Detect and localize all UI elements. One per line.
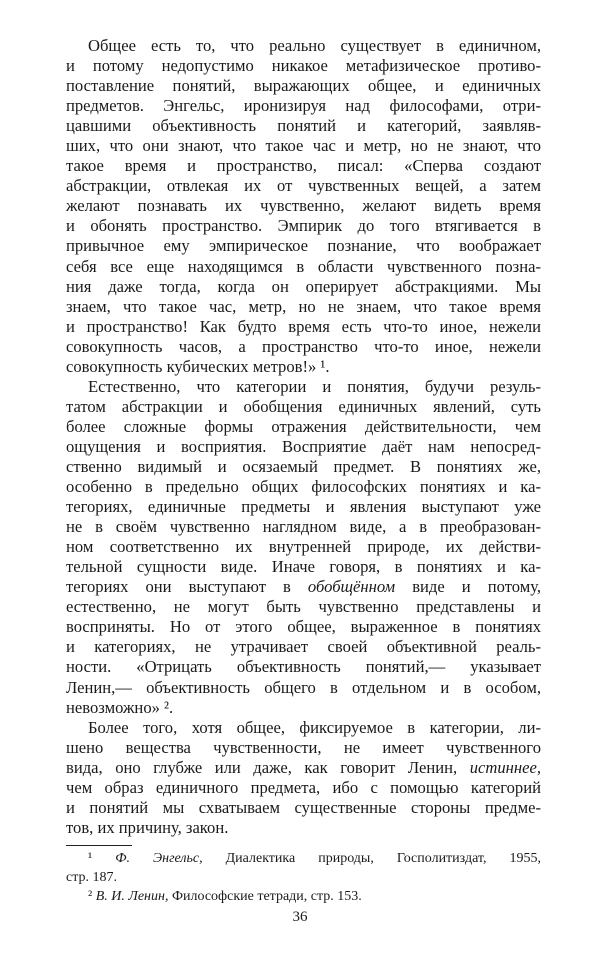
paragraph-1 bbox=[66, 36, 541, 377]
footnote-divider bbox=[66, 845, 132, 846]
text-segment: ственно видимый и осязаемый предмет. В понятиях же, bbox=[66, 456, 541, 476]
text-line bbox=[66, 617, 541, 637]
text-segment: более сложные формы отражения действительности, чем bbox=[66, 416, 541, 436]
text-line bbox=[66, 216, 541, 236]
text-segment: вида, оно глубже или даже, как говорит Ленин, bbox=[66, 757, 470, 777]
text-line bbox=[66, 357, 541, 377]
text-segment: совокупность кубических метров!» ¹. bbox=[66, 356, 330, 376]
text-line bbox=[66, 417, 541, 437]
text-line bbox=[66, 738, 541, 758]
text-line bbox=[66, 698, 541, 718]
text-line bbox=[66, 297, 541, 317]
text-line bbox=[66, 136, 541, 156]
text-line bbox=[66, 497, 541, 517]
text-segment: себя все еще находящимся в области чувственного позна- bbox=[66, 256, 541, 276]
text-line bbox=[66, 758, 541, 778]
text-line bbox=[66, 818, 541, 838]
text-line bbox=[66, 56, 541, 76]
text-segment: шено вещества чувственности, не имеет чувственного bbox=[66, 737, 541, 757]
text-segment: абстракции, отвлекая их от чувственных вещей, а затем bbox=[66, 176, 541, 196]
footnote-1 bbox=[66, 849, 541, 887]
footnote-2 bbox=[66, 887, 541, 906]
text-segment: совокупность часов, а пространство что-то иное, нежели bbox=[66, 336, 541, 356]
text-line bbox=[66, 557, 541, 577]
italic-text: В. И. Ленин, bbox=[95, 889, 169, 904]
italic-text: истиннее, bbox=[469, 757, 541, 777]
italic-text: обобщённом bbox=[307, 577, 396, 597]
text-segment: поставление понятий, выражающих общее, и единичных bbox=[66, 76, 541, 96]
paragraph-3 bbox=[66, 718, 541, 838]
text-segment: цавшими объективность понятий и категорий, заявляв- bbox=[66, 116, 541, 136]
text-line bbox=[66, 597, 541, 617]
text-line bbox=[66, 887, 541, 906]
text-line bbox=[66, 156, 541, 176]
text-segment: и пространство! Как будто время есть что-то иное, нежели bbox=[66, 316, 541, 336]
text-segment: такое время и пространство, писал: «Сперва создают bbox=[66, 156, 541, 176]
text-segment: не в своём чувственно наглядном виде, а в преобразован- bbox=[66, 517, 541, 537]
text-segment: и понятий мы схватываем существенные стороны предме- bbox=[66, 797, 541, 817]
text-segment: Философские тетради, стр. 153. bbox=[168, 889, 362, 904]
text-segment: тегориях они выступают в bbox=[66, 577, 308, 597]
text-line bbox=[66, 36, 541, 56]
text-segment: ности. «Отрицать объективность понятий,— указывает bbox=[66, 657, 541, 677]
text-line bbox=[66, 377, 541, 397]
text-line bbox=[66, 537, 541, 557]
text-segment: Более того, хотя общее, фиксируемое в категории, ли- bbox=[88, 717, 541, 737]
text-segment: знаем, что такое час, метр, но не знаем, что такое время bbox=[66, 296, 541, 316]
text-line bbox=[66, 76, 541, 96]
text-line bbox=[66, 176, 541, 196]
text-segment: чем образ единичного предмета, ибо с помощью категорий bbox=[66, 777, 541, 797]
text-line bbox=[66, 718, 541, 738]
text-segment: тов, их причину, закон. bbox=[66, 817, 229, 837]
text-line bbox=[66, 678, 541, 698]
text-segment: невозможно» ². bbox=[66, 697, 174, 717]
text-line bbox=[66, 477, 541, 497]
text-line bbox=[66, 257, 541, 277]
text-segment: ¹ bbox=[88, 851, 116, 866]
text-line bbox=[66, 577, 541, 597]
text-line bbox=[66, 849, 541, 868]
text-line bbox=[66, 657, 541, 677]
text-segment: татом абстракции и обобщения единичных явлений, суть bbox=[66, 396, 541, 416]
italic-text: Ф. Энгельс, bbox=[115, 851, 203, 866]
text-segment: Общее есть то, что реально существует в единичном, bbox=[88, 36, 541, 55]
text-segment: и категориях, не утрачивает своей объективной реаль- bbox=[66, 637, 541, 657]
text-segment: особенно в предельно общих философских понятиях и ка- bbox=[66, 477, 541, 497]
text-line bbox=[66, 397, 541, 417]
body-text bbox=[66, 36, 541, 838]
text-segment: виде и потому, bbox=[395, 577, 541, 597]
text-line bbox=[66, 517, 541, 537]
footnotes bbox=[66, 849, 541, 906]
text-segment: ном соответственно их внутренней природе, их действи- bbox=[66, 537, 541, 557]
paragraph-2 bbox=[66, 377, 541, 718]
text-segment: ощущения и восприятия. Восприятие даёт нам непосред- bbox=[66, 436, 541, 456]
text-segment: привычное ему эмпирическое познание, что воображает bbox=[66, 236, 541, 256]
text-segment: ² bbox=[88, 889, 96, 904]
text-segment: восприняты. Но от этого общее, выраженное в понятиях bbox=[66, 617, 541, 637]
text-segment: стр. 187. bbox=[66, 870, 118, 885]
text-segment: Ленин,— объективность общего в отдельном и в особом, bbox=[66, 677, 541, 697]
text-segment: и обонять пространство. Эмпирик до того втягивается в bbox=[66, 216, 541, 236]
text-segment: ших, что они знают, что такое час и метр, но не знают, что bbox=[66, 136, 541, 156]
text-line bbox=[66, 868, 541, 887]
text-line bbox=[66, 778, 541, 798]
text-segment: тегориях, единичные предметы и явления выступают уже bbox=[66, 497, 541, 517]
text-line bbox=[66, 236, 541, 256]
text-segment: тельной сущности виде. Иначе говоря, в понятиях и ка- bbox=[66, 557, 541, 577]
page-number: 36 bbox=[292, 909, 308, 925]
text-segment: Диалектика природы, Госполитиздат, 1955, bbox=[202, 851, 541, 866]
text-segment: ния даже тогда, когда он оперирует абстракциями. Мы bbox=[66, 276, 541, 296]
text-segment: желают познавать их чувственно, желают видеть время bbox=[66, 196, 541, 216]
text-line bbox=[66, 277, 541, 297]
text-segment: предметов. Энгельс, иронизируя над философами, отри- bbox=[66, 96, 541, 116]
text-line bbox=[66, 437, 541, 457]
text-line bbox=[66, 116, 541, 136]
text-line bbox=[66, 196, 541, 216]
text-line bbox=[66, 798, 541, 818]
text-line bbox=[66, 637, 541, 657]
text-segment: естественно, не могут быть чувственно представлены и bbox=[66, 597, 541, 617]
text-segment: и потому недопустимо никакое метафизическое противо- bbox=[66, 56, 541, 76]
text-line bbox=[66, 457, 541, 477]
text-line bbox=[66, 337, 541, 357]
text-segment: Естественно, что категории и понятия, будучи резуль- bbox=[88, 376, 541, 396]
text-line bbox=[66, 317, 541, 337]
text-line bbox=[66, 96, 541, 116]
